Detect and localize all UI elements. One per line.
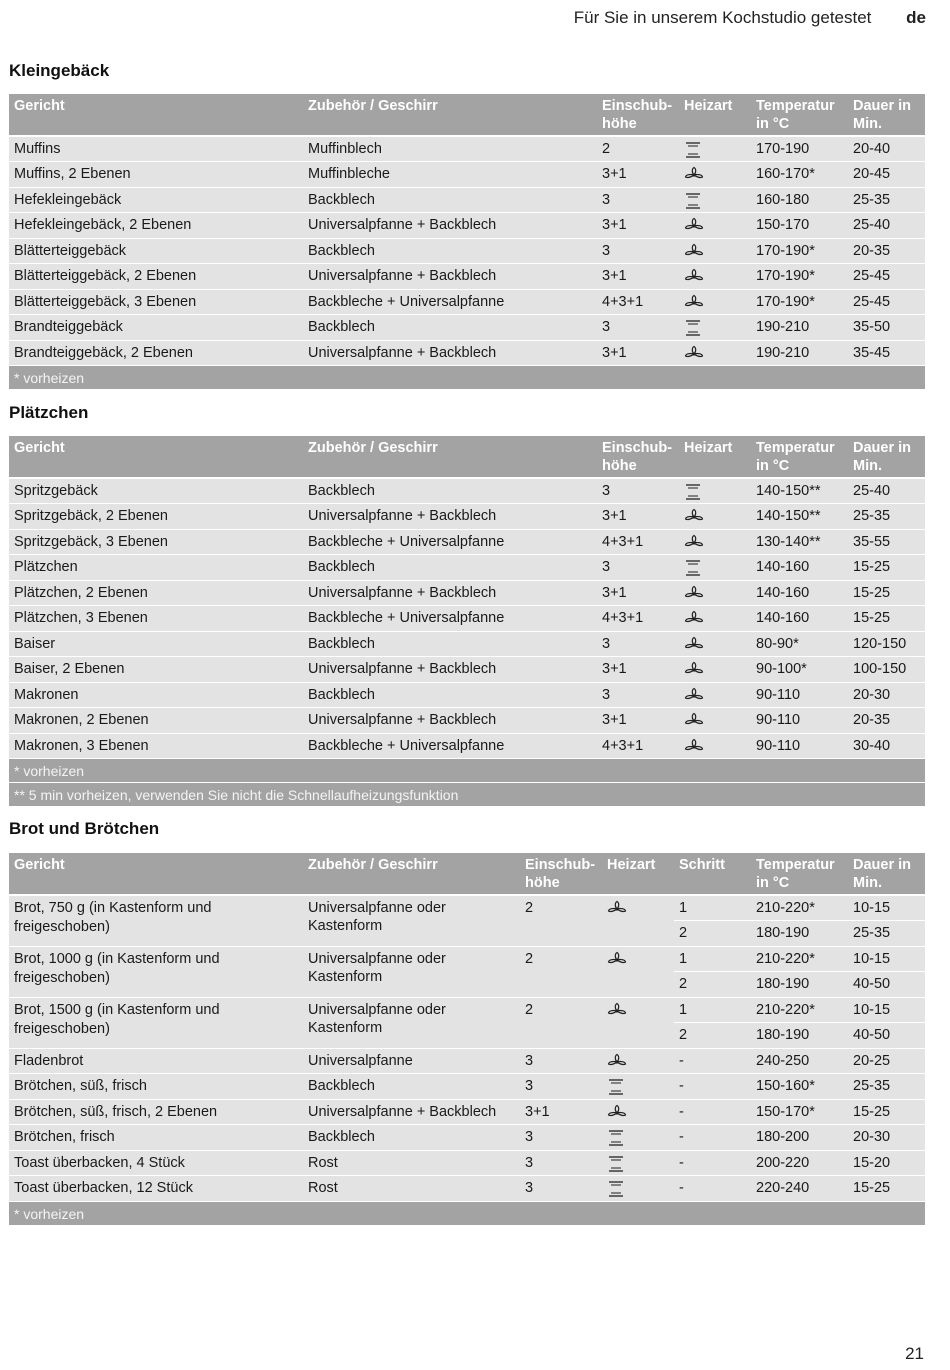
table-row	[9, 1099, 925, 1125]
col-header-dish: Gericht	[9, 94, 303, 136]
temperature-cell: 140-150**	[751, 504, 848, 530]
level-cell: 3	[597, 631, 679, 657]
dish-cell: Brötchen, frisch	[9, 1125, 303, 1151]
heat-mode-cell	[602, 1099, 674, 1125]
level-cell: 3+1	[597, 340, 679, 366]
accessory-cell: Backblech	[303, 1074, 520, 1100]
duration-cell: 35-50	[848, 315, 925, 341]
level-cell: 2	[520, 997, 602, 1048]
heat-mode-cell	[679, 529, 751, 555]
temperature-cell: 160-180	[751, 187, 848, 213]
heat-mode-cell	[679, 264, 751, 290]
temperature-cell: 130-140**	[751, 529, 848, 555]
col-header-level: Einschub-höhe	[597, 94, 679, 136]
heat-mode-cell	[602, 1074, 674, 1100]
table-row	[9, 289, 925, 315]
hot-air-fan-icon	[684, 243, 746, 261]
duration-cell: 25-40	[848, 478, 925, 504]
duration-cell: 15-25	[848, 1176, 925, 1202]
duration-cell: 15-25	[848, 606, 925, 632]
table-row	[9, 1150, 925, 1176]
duration-cell: 35-45	[848, 340, 925, 366]
table-header-row	[9, 94, 925, 136]
col-header-heat: Heizart	[602, 853, 674, 895]
level-cell: 3+1	[597, 504, 679, 530]
duration-cell: 15-25	[848, 1099, 925, 1125]
duration-cell: 25-45	[848, 289, 925, 315]
step-cell: 1	[674, 997, 751, 1023]
accessory-cell: Universalpfanne oder Kastenform	[303, 946, 520, 997]
top-bottom-heat-icon	[684, 559, 746, 577]
table-row	[9, 946, 925, 972]
col-header-step: Schritt	[674, 853, 751, 895]
dish-cell: Plätzchen	[9, 555, 303, 581]
heat-mode-cell	[679, 733, 751, 759]
dish-cell: Brandteiggebäck	[9, 315, 303, 341]
table-row	[9, 631, 925, 657]
duration-cell: 30-40	[848, 733, 925, 759]
col-header-time: Dauer in Min.	[848, 853, 925, 895]
accessory-cell: Rost	[303, 1150, 520, 1176]
hot-air-fan-icon	[684, 534, 746, 552]
hot-air-fan-icon	[684, 268, 746, 286]
temperature-cell: 160-170*	[751, 162, 848, 188]
hot-air-fan-icon	[684, 738, 746, 756]
dish-cell: Hefekleingebäck	[9, 187, 303, 213]
accessory-cell: Muffinbleche	[303, 162, 597, 188]
table-row	[9, 733, 925, 759]
duration-cell: 10-15	[848, 946, 925, 972]
accessory-cell: Universalpfanne + Backblech	[303, 264, 597, 290]
level-cell: 3	[597, 187, 679, 213]
temperature-cell: 210-220*	[751, 997, 848, 1023]
accessory-cell: Universalpfanne oder Kastenform	[303, 997, 520, 1048]
temperature-cell: 150-160*	[751, 1074, 848, 1100]
duration-cell: 20-30	[848, 682, 925, 708]
accessory-cell: Universalpfanne + Backblech	[303, 580, 597, 606]
temperature-cell: 220-240	[751, 1176, 848, 1202]
dish-cell: Muffins, 2 Ebenen	[9, 162, 303, 188]
level-cell: 4+3+1	[597, 733, 679, 759]
table-row	[9, 1125, 925, 1151]
accessory-cell: Backblech	[303, 315, 597, 341]
hot-air-fan-icon	[684, 610, 746, 628]
level-cell: 3	[520, 1176, 602, 1202]
duration-cell: 20-35	[848, 708, 925, 734]
table-row	[9, 580, 925, 606]
temperature-cell: 150-170*	[751, 1099, 848, 1125]
dish-cell: Spritzgebäck, 2 Ebenen	[9, 504, 303, 530]
duration-cell: 25-35	[848, 187, 925, 213]
accessory-cell: Universalpfanne + Backblech	[303, 1099, 520, 1125]
dish-cell: Blätterteiggebäck, 3 Ebenen	[9, 289, 303, 315]
temperature-cell: 210-220*	[751, 946, 848, 972]
step-cell: 2	[674, 1023, 751, 1049]
dish-cell: Spritzgebäck	[9, 478, 303, 504]
col-header-temp: Temperatur in °C	[751, 436, 848, 478]
hot-air-fan-icon	[607, 951, 669, 969]
dish-cell: Plätzchen, 3 Ebenen	[9, 606, 303, 632]
accessory-cell: Backblech	[303, 478, 597, 504]
heat-mode-cell	[679, 340, 751, 366]
dish-cell: Spritzgebäck, 3 Ebenen	[9, 529, 303, 555]
top-bottom-heat-icon	[607, 1155, 669, 1173]
level-cell: 3+1	[597, 264, 679, 290]
table-kleingebaeck	[9, 94, 925, 390]
heat-mode-cell	[679, 657, 751, 683]
dish-cell: Plätzchen, 2 Ebenen	[9, 580, 303, 606]
heat-mode-cell	[679, 478, 751, 504]
level-cell: 3	[597, 682, 679, 708]
duration-cell: 40-50	[848, 972, 925, 998]
temperature-cell: 190-210	[751, 315, 848, 341]
col-header-temp: Temperatur in °C	[751, 853, 848, 895]
level-cell: 3	[597, 238, 679, 264]
hot-air-fan-icon	[684, 687, 746, 705]
level-cell: 2	[520, 895, 602, 946]
accessory-cell: Backblech	[303, 555, 597, 581]
hot-air-fan-icon	[607, 900, 669, 918]
heat-mode-cell	[602, 1176, 674, 1202]
level-cell: 3+1	[520, 1099, 602, 1125]
table-row	[9, 340, 925, 366]
dish-cell: Brandteiggebäck, 2 Ebenen	[9, 340, 303, 366]
temperature-cell: 90-110	[751, 733, 848, 759]
temperature-cell: 180-200	[751, 1125, 848, 1151]
accessory-cell: Universalpfanne + Backblech	[303, 708, 597, 734]
heat-mode-cell	[679, 708, 751, 734]
footnote-text: * vorheizen	[9, 366, 925, 390]
table-row	[9, 606, 925, 632]
step-cell: -	[674, 1099, 751, 1125]
level-cell: 3+1	[597, 657, 679, 683]
temperature-cell: 140-160	[751, 555, 848, 581]
language-tag: de	[906, 8, 926, 27]
heat-mode-cell	[679, 136, 751, 162]
step-cell: 1	[674, 895, 751, 921]
footnote-row	[9, 783, 925, 807]
level-cell: 4+3+1	[597, 289, 679, 315]
accessory-cell: Universalpfanne	[303, 1048, 520, 1074]
level-cell: 3+1	[597, 162, 679, 188]
table-row	[9, 997, 925, 1023]
table-row	[9, 504, 925, 530]
table-plaetzchen	[9, 436, 925, 807]
col-header-time: Dauer in Min.	[848, 436, 925, 478]
footnote-row	[9, 1201, 925, 1225]
table-row	[9, 187, 925, 213]
accessory-cell: Backblech	[303, 1125, 520, 1151]
heat-mode-cell	[679, 315, 751, 341]
accessory-cell: Backbleche + Universalpfanne	[303, 529, 597, 555]
accessory-cell: Backblech	[303, 238, 597, 264]
footnote-text: * vorheizen	[9, 759, 925, 783]
table-row	[9, 895, 925, 921]
temperature-cell: 90-110	[751, 682, 848, 708]
table-row	[9, 555, 925, 581]
footnote-text: ** 5 min vorheizen, verwenden Sie nicht die Schnellaufheizungsfunktion	[9, 783, 925, 807]
dish-cell: Blätterteiggebäck, 2 Ebenen	[9, 264, 303, 290]
temperature-cell: 150-170	[751, 213, 848, 239]
heat-mode-cell	[679, 162, 751, 188]
table-brot	[9, 853, 925, 1226]
col-header-accessory: Zubehör / Geschirr	[303, 436, 597, 478]
hot-air-fan-icon	[684, 712, 746, 730]
hot-air-fan-icon	[684, 345, 746, 363]
level-cell: 3	[520, 1048, 602, 1074]
step-cell: -	[674, 1074, 751, 1100]
step-cell: -	[674, 1150, 751, 1176]
accessory-cell: Muffinblech	[303, 136, 597, 162]
table-row	[9, 315, 925, 341]
heat-mode-cell	[602, 946, 674, 997]
dish-cell: Brötchen, süß, frisch	[9, 1074, 303, 1100]
page-number: 21	[905, 1344, 924, 1363]
temperature-cell: 180-190	[751, 972, 848, 998]
heat-mode-cell	[679, 504, 751, 530]
heat-mode-cell	[679, 682, 751, 708]
level-cell: 3+1	[597, 213, 679, 239]
accessory-cell: Universalpfanne + Backblech	[303, 657, 597, 683]
duration-cell: 20-30	[848, 1125, 925, 1151]
accessory-cell: Backbleche + Universalpfanne	[303, 606, 597, 632]
accessory-cell: Universalpfanne + Backblech	[303, 213, 597, 239]
heat-mode-cell	[679, 213, 751, 239]
level-cell: 2	[520, 946, 602, 997]
duration-cell: 10-15	[848, 895, 925, 921]
heat-mode-cell	[679, 238, 751, 264]
dish-cell: Brot, 1000 g (in Kastenform und freigeschoben)	[9, 946, 303, 997]
temperature-cell: 170-190*	[751, 289, 848, 315]
top-bottom-heat-icon	[684, 141, 746, 159]
dish-cell: Hefekleingebäck, 2 Ebenen	[9, 213, 303, 239]
table-row	[9, 238, 925, 264]
dish-cell: Fladenbrot	[9, 1048, 303, 1074]
level-cell: 3	[597, 315, 679, 341]
hot-air-fan-icon	[684, 294, 746, 312]
duration-cell: 25-35	[848, 921, 925, 947]
duration-cell: 25-35	[848, 1074, 925, 1100]
duration-cell: 10-15	[848, 997, 925, 1023]
footnote-row	[9, 366, 925, 390]
col-header-accessory: Zubehör / Geschirr	[303, 94, 597, 136]
temperature-cell: 180-190	[751, 921, 848, 947]
hot-air-fan-icon	[607, 1002, 669, 1020]
dish-cell: Muffins	[9, 136, 303, 162]
col-header-temp: Temperatur in °C	[751, 94, 848, 136]
step-cell: 2	[674, 921, 751, 947]
temperature-cell: 240-250	[751, 1048, 848, 1074]
duration-cell: 40-50	[848, 1023, 925, 1049]
level-cell: 4+3+1	[597, 529, 679, 555]
dish-cell: Brot, 750 g (in Kastenform und freigeschoben)	[9, 895, 303, 946]
table-row	[9, 1176, 925, 1202]
top-bottom-heat-icon	[684, 192, 746, 210]
level-cell: 3	[597, 555, 679, 581]
level-cell: 3+1	[597, 580, 679, 606]
heat-mode-cell	[679, 555, 751, 581]
dish-cell: Toast überbacken, 12 Stück	[9, 1176, 303, 1202]
section-title-kleingebaeck: Kleingebäck	[9, 61, 110, 80]
table-row	[9, 1048, 925, 1074]
temperature-cell: 170-190*	[751, 238, 848, 264]
table-row	[9, 682, 925, 708]
col-header-accessory: Zubehör / Geschirr	[303, 853, 520, 895]
level-cell: 2	[597, 136, 679, 162]
duration-cell: 25-35	[848, 504, 925, 530]
hot-air-fan-icon	[684, 508, 746, 526]
heat-mode-cell	[679, 289, 751, 315]
heat-mode-cell	[602, 1150, 674, 1176]
heat-mode-cell	[679, 631, 751, 657]
step-cell: -	[674, 1125, 751, 1151]
footnote-text: * vorheizen	[9, 1201, 925, 1225]
duration-cell: 15-25	[848, 580, 925, 606]
col-header-heat: Heizart	[679, 94, 751, 136]
duration-cell: 20-40	[848, 136, 925, 162]
duration-cell: 15-20	[848, 1150, 925, 1176]
col-header-level: Einschub-höhe	[520, 853, 602, 895]
hot-air-fan-icon	[684, 661, 746, 679]
duration-cell: 25-45	[848, 264, 925, 290]
table-row	[9, 162, 925, 188]
step-cell: -	[674, 1176, 751, 1202]
heat-mode-cell	[679, 580, 751, 606]
table-row	[9, 529, 925, 555]
temperature-cell: 200-220	[751, 1150, 848, 1176]
hot-air-fan-icon	[684, 166, 746, 184]
temperature-cell: 170-190	[751, 136, 848, 162]
accessory-cell: Universalpfanne + Backblech	[303, 504, 597, 530]
col-header-dish: Gericht	[9, 853, 303, 895]
dish-cell: Toast überbacken, 4 Stück	[9, 1150, 303, 1176]
temperature-cell: 90-110	[751, 708, 848, 734]
top-bottom-heat-icon	[607, 1129, 669, 1147]
level-cell: 3	[520, 1125, 602, 1151]
accessory-cell: Universalpfanne oder Kastenform	[303, 895, 520, 946]
accessory-cell: Backbleche + Universalpfanne	[303, 289, 597, 315]
step-cell: -	[674, 1048, 751, 1074]
temperature-cell: 180-190	[751, 1023, 848, 1049]
col-header-dish: Gericht	[9, 436, 303, 478]
hot-air-fan-icon	[607, 1053, 669, 1071]
step-cell: 1	[674, 946, 751, 972]
top-bottom-heat-icon	[684, 319, 746, 337]
duration-cell: 100-150	[848, 657, 925, 683]
table-header-row	[9, 853, 925, 895]
temperature-cell: 170-190*	[751, 264, 848, 290]
hot-air-fan-icon	[684, 636, 746, 654]
accessory-cell: Rost	[303, 1176, 520, 1202]
footnote-row	[9, 759, 925, 783]
temperature-cell: 140-150**	[751, 478, 848, 504]
level-cell: 3	[597, 478, 679, 504]
accessory-cell: Backblech	[303, 187, 597, 213]
section-title-brot: Brot und Brötchen	[9, 819, 160, 838]
table-row	[9, 478, 925, 504]
dish-cell: Makronen	[9, 682, 303, 708]
hot-air-fan-icon	[684, 217, 746, 235]
duration-cell: 35-55	[848, 529, 925, 555]
heat-mode-cell	[602, 1048, 674, 1074]
duration-cell: 20-35	[848, 238, 925, 264]
heat-mode-cell	[602, 895, 674, 946]
table-row	[9, 708, 925, 734]
temperature-cell: 80-90*	[751, 631, 848, 657]
temperature-cell: 140-160	[751, 580, 848, 606]
table-row	[9, 136, 925, 162]
dish-cell: Brot, 1500 g (in Kastenform und freigeschoben)	[9, 997, 303, 1048]
temperature-cell: 210-220*	[751, 895, 848, 921]
dish-cell: Blätterteiggebäck	[9, 238, 303, 264]
accessory-cell: Universalpfanne + Backblech	[303, 340, 597, 366]
col-header-time: Dauer in Min.	[848, 94, 925, 136]
hot-air-fan-icon	[684, 585, 746, 603]
table-row	[9, 657, 925, 683]
dish-cell: Makronen, 2 Ebenen	[9, 708, 303, 734]
section-title-plaetzchen: Plätzchen	[9, 403, 89, 422]
heat-mode-cell	[602, 1125, 674, 1151]
heat-mode-cell	[679, 606, 751, 632]
duration-cell: 20-45	[848, 162, 925, 188]
table-header-row	[9, 436, 925, 478]
accessory-cell: Backblech	[303, 631, 597, 657]
dish-cell: Makronen, 3 Ebenen	[9, 733, 303, 759]
accessory-cell: Backbleche + Universalpfanne	[303, 733, 597, 759]
table-row	[9, 1074, 925, 1100]
step-cell: 2	[674, 972, 751, 998]
dish-cell: Baiser, 2 Ebenen	[9, 657, 303, 683]
level-cell: 3+1	[597, 708, 679, 734]
level-cell: 3	[520, 1074, 602, 1100]
duration-cell: 20-25	[848, 1048, 925, 1074]
page-header	[574, 8, 926, 28]
top-bottom-heat-icon	[607, 1078, 669, 1096]
dish-cell: Baiser	[9, 631, 303, 657]
table-row	[9, 264, 925, 290]
temperature-cell: 190-210	[751, 340, 848, 366]
table-row	[9, 213, 925, 239]
hot-air-fan-icon	[607, 1104, 669, 1122]
top-bottom-heat-icon	[684, 483, 746, 501]
heat-mode-cell	[602, 997, 674, 1048]
header-title: Für Sie in unserem Kochstudio getestet	[573, 8, 872, 27]
col-header-level: Einschub-höhe	[597, 436, 679, 478]
level-cell: 3	[520, 1150, 602, 1176]
dish-cell: Brötchen, süß, frisch, 2 Ebenen	[9, 1099, 303, 1125]
accessory-cell: Backblech	[303, 682, 597, 708]
level-cell: 4+3+1	[597, 606, 679, 632]
heat-mode-cell	[679, 187, 751, 213]
duration-cell: 25-40	[848, 213, 925, 239]
duration-cell: 120-150	[848, 631, 925, 657]
top-bottom-heat-icon	[607, 1180, 669, 1198]
duration-cell: 15-25	[848, 555, 925, 581]
col-header-heat: Heizart	[679, 436, 751, 478]
temperature-cell: 140-160	[751, 606, 848, 632]
temperature-cell: 90-100*	[751, 657, 848, 683]
